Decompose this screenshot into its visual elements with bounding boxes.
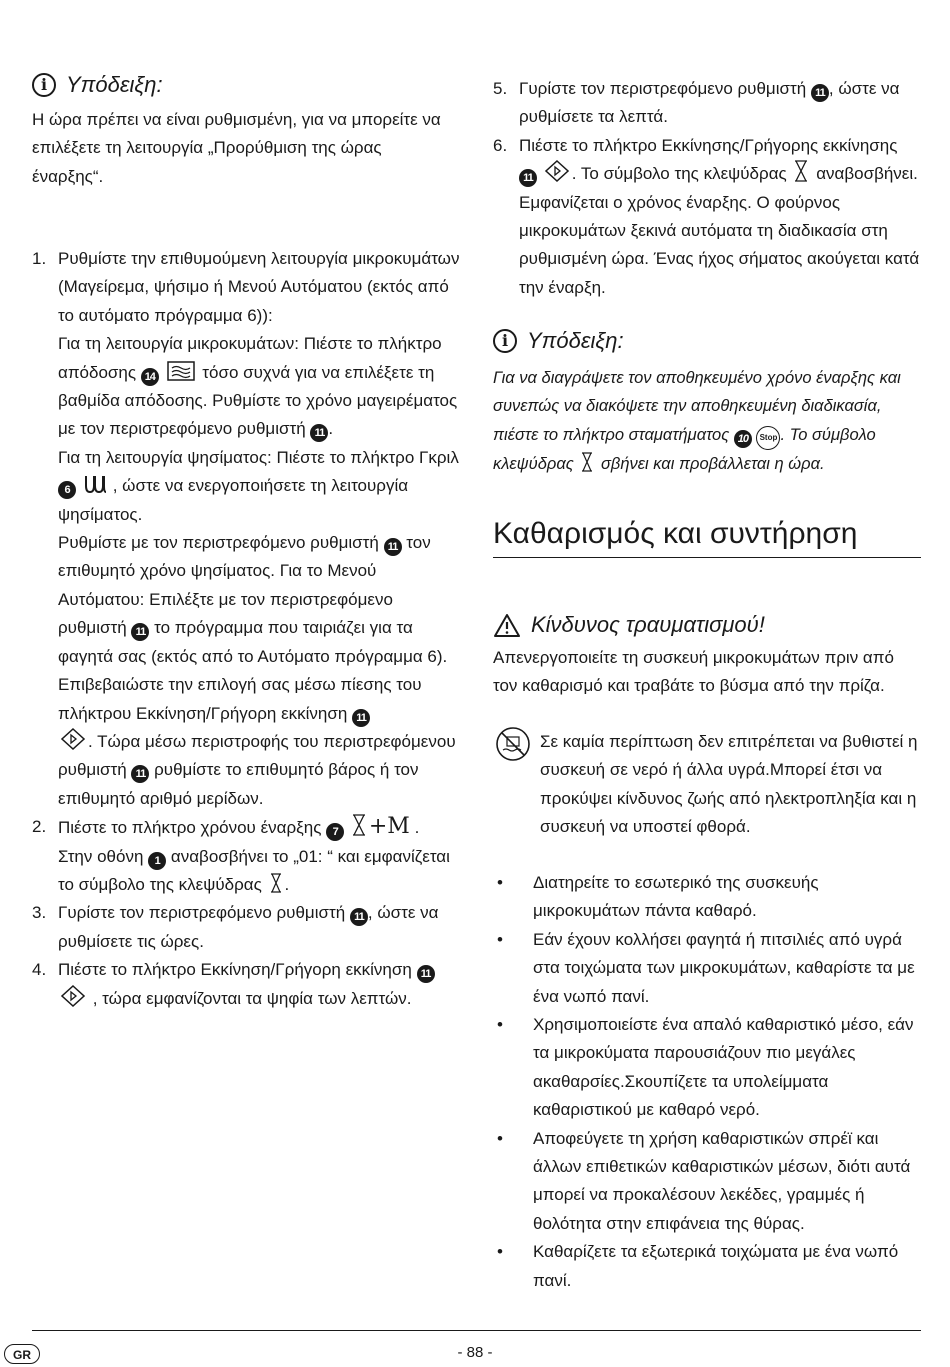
ref-7: 7 — [326, 823, 344, 841]
list-item: • Διατηρείτε το εσωτερικό της συσκευής μικροκυμάτων πάντα καθαρό. — [497, 873, 819, 921]
list-item: 5. Γυρίστε τον περιστρεφόμενο ρυθμιστή 11 , ώστε να ρυθμίσετε τα λεπτά. — [493, 79, 900, 127]
page-number: - 88 - — [457, 1344, 493, 1361]
warning-heading — [493, 612, 765, 638]
cleaning-bullets — [493, 869, 923, 1295]
ref-11: 11 — [310, 424, 328, 442]
list-item: • Χρησιμοποιείστε ένα απαλό καθαριστικό μέσο, εάν τα μικροκύματα παρουσιάζουν πιο μεγάλες ακαθαρσίες.Σκουπίζετε τα υπολείμματα καθαριστικού με καθαρό νερό. — [497, 1015, 914, 1120]
language-badge: GR — [4, 1344, 40, 1364]
ref-11: 11 — [811, 84, 829, 102]
ref-14: 14 — [141, 368, 159, 386]
start-icon — [545, 160, 569, 182]
ref-11: 11 — [519, 169, 537, 187]
list-item: 1. Ρυθμίστε την επιθυμούμενη λειτουργία μικροκυμάτων (Μαγείρεμα, ψήσιμο ή Μενού Αυτόματου (εκτός από το αυτόματο πρόγραμμα 6)): Για τη λειτουργία μικροκυμάτων: Πιέστε το πλήκτρο απόδοσης 14 τόσο συχνά για να επιλέξετε τη βαθμίδα απόδοσης. Ρυθμίστε το χρόνο μαγειρέματος με τον περιστρεφόμενο ρυθμιστή 11 . Για τη λειτουργία ψησίματος: Πιέστε το πλήκτρο Γκριλ 6 , ώστε να ενεργοποιήσετε τη λειτουργία ψησίματος. Ρυθμίστε με τον περιστρεφόμενο ρυθμιστή 11 τον επιθυμητό χρόνο ψησίματος. Για το Μενού Αυτόματου: Επιλέξτε με τον περιστρεφόμενο ρυθμιστή 11 το πρόγραμμα που ταιριάζει για τα φαγητά σας (εκτός από το Αυτόματο πρόγραμμα 6). Επιβεβαιώστε την επιλογή σας μέσω πίεσης του πλήκτρου Εκκίνηση/Γρήγορη εκκίνηση 11 . Τώρα μέσω περιστροφής του περιστρεφόμενου ρυθμιστή 11 ρυθμίστε το επιθυμητό βάρος ή τον επιθυμητό αριθμό μερίδων. — [32, 249, 460, 808]
note-title: Υπόδειξη: — [527, 328, 624, 353]
list-item: 4. Πιέστε το πλήκτρο Εκκίνηση/Γρήγορη εκκίνηση 11 , τώρα εμφανίζονται τα ψηφία των λεπτών. — [32, 956, 462, 1013]
list-item: • Εάν έχουν κολλήσει φαγητά ή πιτσιλιές από υγρά στα τοιχώματα των μικροκυμάτων, καθαρίστε τα με ένα νωπό πανί. — [497, 929, 915, 1006]
timer-label: +M — [368, 814, 410, 840]
footer-divider — [32, 1330, 921, 1331]
ref-11: 11 — [350, 908, 368, 926]
note-heading — [493, 328, 624, 354]
start-icon — [61, 985, 85, 1007]
ref-11: 11 — [352, 709, 370, 727]
list-item: 2. Πιέστε το πλήκτρο χρόνου έναρξης 7 +M . Στην οθόνη 1 αναβοσβήνει το „01: “ και εμφανίζεται το σύμβολο της κλεψύδρας . — [32, 814, 450, 894]
ref-6: 6 — [58, 481, 76, 499]
info-icon: i — [32, 73, 56, 97]
hourglass-icon — [581, 452, 593, 472]
note-text: Η ώρα πρέπει να είναι ρυθμισμένη, για να μπορείτε να επιλέξετε τη λειτουργία „Προρύθμιση της ώρας έναρξης“. — [32, 110, 441, 186]
ref-11: 11 — [131, 765, 149, 783]
hourglass-icon — [794, 160, 808, 182]
warning-title: Κίνδυνος τραυματισμού! — [531, 612, 765, 637]
note-text: Για να διαγράψετε τον αποθηκευμένο χρόνο έναρξης και συνεπώς να διακόψετε την αποθηκευμένη διαδικασία, πιέστε το πλήκτρο σταματήματος 10 Stop . Το σύμβολο κλεψύδρας σβήνει και προβάλλεται η ώρα. — [493, 369, 901, 473]
power-level-icon — [167, 361, 195, 381]
list-item: 6. Πιέστε το πλήκτρο Εκκίνησης/Γρήγορης εκκίνησης 11 . Το σύμβολο της κλεψύδρας αναβοσβήνει. Εμφανίζεται ο χρόνος έναρξης. Ο φούρνος μικροκυμάτων ξεκινά αυτόματα τη διαδικασία στη ρυθμισμένη ώρα. Ένας ήχος σήματος ακούγεται κατά την έναρξη. — [493, 135, 920, 297]
note-title: Υπόδειξη: — [66, 72, 163, 97]
grill-icon — [84, 474, 110, 494]
note-heading — [32, 72, 163, 98]
start-icon — [61, 728, 85, 750]
ref-11: 11 — [417, 965, 435, 983]
list-item: • Καθαρίζετε τα εξωτερικά τοιχώματα με ένα νωπό πανί. — [497, 1242, 899, 1290]
steps-list-right — [493, 75, 923, 302]
hourglass-icon — [352, 814, 366, 836]
steps-list-left — [32, 245, 462, 1013]
warning-text: Απενεργοποιείτε τη συσκευή μικροκυμάτων πριν από τον καθαρισμό και τραβάτε το βύσμα από την πρίζα. — [493, 648, 894, 696]
ref-1: 1 — [148, 852, 166, 870]
ref-11: 11 — [131, 623, 149, 641]
water-warning-text: Σε καμία περίπτωση δεν επιτρέπεται να βυθιστεί η συσκευή σε νερό ή άλλα υγρά.Μπορεί έτσι να προκύψει κίνδυνος ζωής από ηλεκτροπληξία και η συσκευή να υποστεί φθορά. — [540, 732, 918, 837]
ref-10: 10 — [734, 430, 752, 448]
hourglass-icon — [270, 873, 282, 893]
section-title: Καθαρισμός και συντήρηση — [493, 517, 921, 558]
info-icon: i — [493, 329, 517, 353]
stop-icon: Stop — [756, 426, 780, 450]
list-item: • Αποφεύγετε τη χρήση καθαριστικών σπρέϊ και άλλων επιθετικών καθαριστικών μέσων, διότι αυτά μπορεί να προκαλέσουν λεκέδες, γραμμές ή θολότητα στην επιφάνεια της θύρας. — [497, 1128, 911, 1233]
list-item: 3. Γυρίστε τον περιστρεφόμενο ρυθμιστή 11 , ώστε να ρυθμίσετε τις ώρες. — [32, 903, 439, 951]
no-immersion-icon — [495, 726, 531, 762]
ref-11: 11 — [384, 538, 402, 556]
warning-icon — [493, 613, 521, 638]
